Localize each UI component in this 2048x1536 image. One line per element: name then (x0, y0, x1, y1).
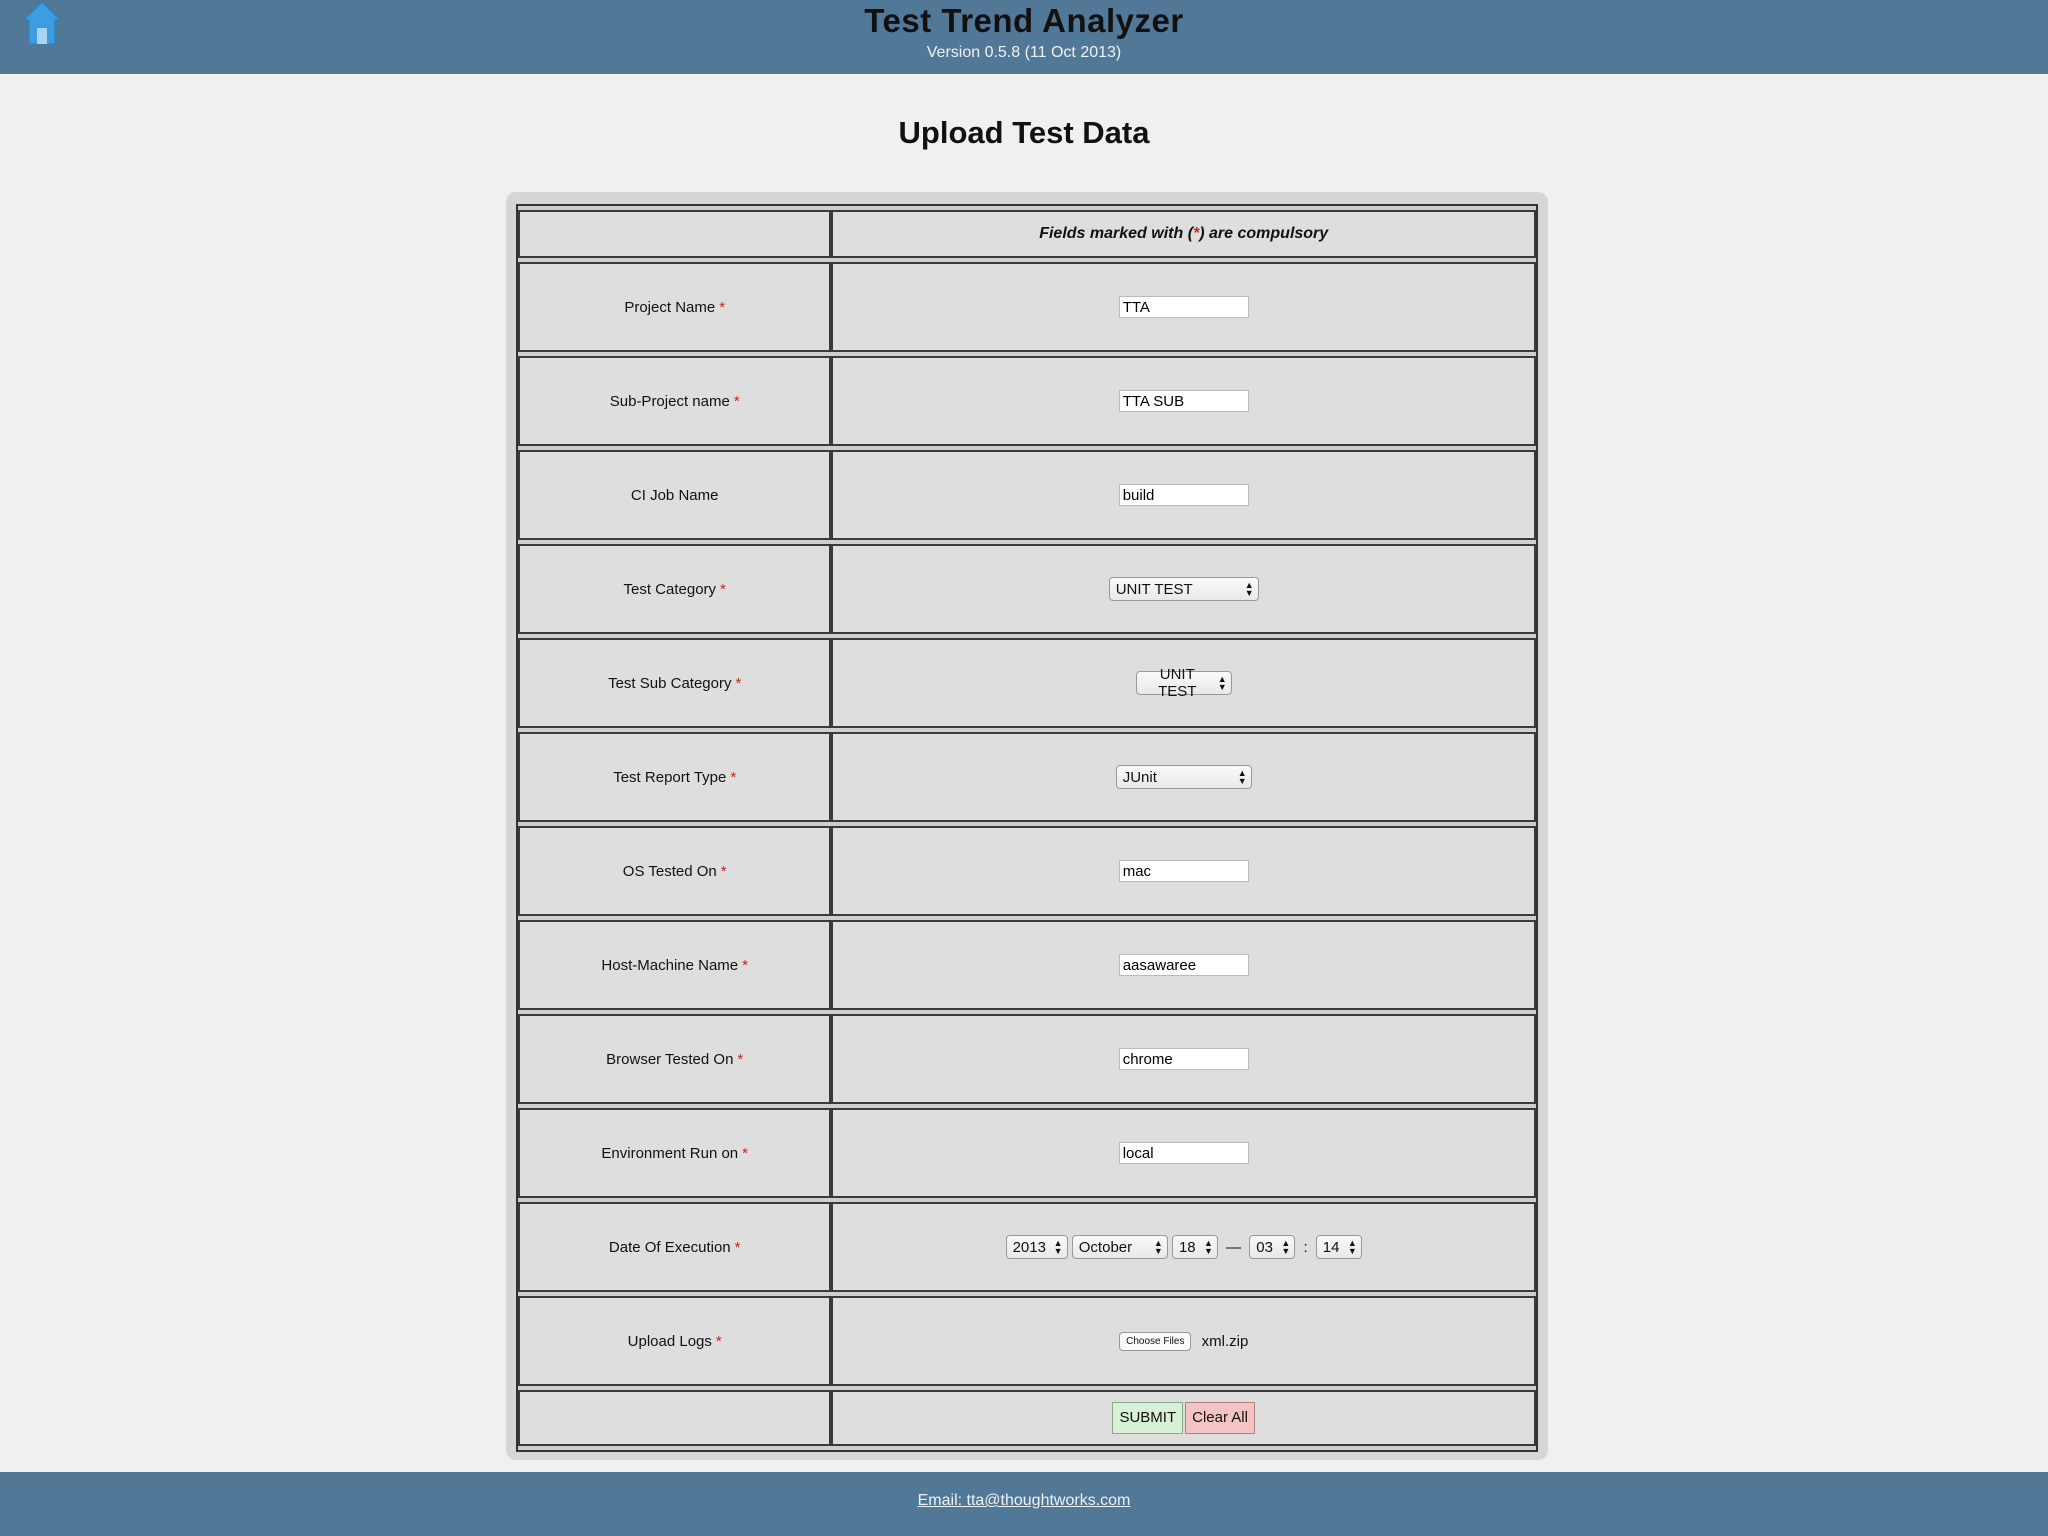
select-arrows-icon: ▲ ▼ (1347, 1238, 1357, 1256)
upload-form-panel (506, 192, 1548, 1460)
actions-empty-cell (518, 1390, 831, 1446)
select-value: October (1078, 1238, 1133, 1256)
required-marker: * (720, 580, 726, 598)
select-value: UNIT TEST (1115, 580, 1193, 598)
label-text: Project Name (624, 298, 716, 316)
test-report-type-select[interactable] (1116, 765, 1252, 789)
compulsory-note (831, 210, 1536, 258)
label-text: Sub-Project name (609, 392, 730, 410)
sub-project-name-input[interactable] (1119, 390, 1249, 412)
required-marker: * (715, 1332, 722, 1350)
select-arrows-icon: ▲ ▼ (1204, 1238, 1213, 1256)
app-title: Test Trend Analyzer (864, 2, 1184, 39)
upload-logs-label (518, 1296, 831, 1386)
project-name-input[interactable] (1119, 296, 1249, 318)
label-text: Date Of Execution (608, 1238, 731, 1256)
hour-select[interactable] (1249, 1235, 1295, 1259)
required-marker: * (733, 392, 740, 410)
email-link[interactable]: Email: tta@thoughtworks.com (917, 1492, 1131, 1509)
test-sub-category-label (518, 638, 831, 728)
required-marker: * (734, 1238, 741, 1256)
test-report-type-label (518, 732, 831, 822)
select-value: UNIT TEST (1158, 666, 1197, 700)
header-bar (0, 0, 2048, 74)
select-value: 03 (1256, 1238, 1273, 1256)
date-of-execution-label (518, 1202, 831, 1292)
host-machine-name-label (518, 920, 831, 1010)
test-sub-category-select[interactable] (1136, 666, 1232, 700)
clear-all-button[interactable]: Clear All (1185, 1402, 1255, 1434)
select-arrows-icon: ▲ ▼ (1153, 1238, 1163, 1256)
select-value: JUnit (1122, 768, 1157, 786)
sub-project-name-label (518, 356, 831, 446)
select-arrows-icon: ▲ ▼ (1244, 580, 1254, 598)
required-marker: * (735, 674, 742, 692)
environment-run-on-label (518, 1108, 831, 1198)
label-text: Test Sub Category (608, 674, 732, 692)
label-text: Test Report Type (613, 768, 727, 786)
select-value: 2013 (1012, 1238, 1046, 1256)
minute-select[interactable] (1316, 1235, 1362, 1259)
selected-file-name: xml.zip (1201, 1332, 1249, 1350)
page-title: Upload Test Data (898, 115, 1150, 150)
time-colon: : (1303, 1238, 1308, 1256)
choose-files-button[interactable]: Choose Files (1119, 1332, 1191, 1351)
ci-job-name-label (518, 450, 831, 540)
os-tested-on-label (518, 826, 831, 916)
environment-run-on-input[interactable] (1119, 1142, 1249, 1164)
label-text: Host-Machine Name (601, 956, 739, 974)
year-select[interactable] (1006, 1235, 1068, 1259)
header-empty-cell (518, 210, 831, 258)
note-asterisk: * (1193, 225, 1200, 242)
select-arrows-icon: ▲ ▼ (1217, 674, 1227, 692)
select-arrows-icon: ▲ ▼ (1237, 768, 1247, 786)
label-text: Environment Run on (601, 1144, 739, 1162)
label-text: Upload Logs (627, 1332, 712, 1350)
upload-form-table (516, 204, 1538, 1452)
browser-tested-on-label (518, 1014, 831, 1104)
required-marker: * (742, 1144, 748, 1162)
select-value: 14 (1322, 1238, 1340, 1256)
select-arrows-icon: ▲ ▼ (1053, 1238, 1063, 1256)
note-suffix: ) are compulsory (1199, 225, 1329, 242)
label-text: Browser Tested On (606, 1050, 734, 1068)
browser-tested-on-input[interactable] (1119, 1048, 1249, 1070)
label-text: Test Category (623, 580, 717, 598)
select-arrows-icon: ▲ ▼ (1281, 1238, 1291, 1256)
required-marker: * (737, 1050, 744, 1068)
day-select[interactable] (1172, 1235, 1218, 1259)
footer-bar (0, 1472, 2048, 1536)
required-marker: * (730, 768, 737, 786)
project-name-label (518, 262, 831, 352)
ci-job-name-input[interactable] (1119, 484, 1249, 506)
os-tested-on-input[interactable] (1119, 860, 1249, 882)
test-category-label (518, 544, 831, 634)
host-machine-name-input[interactable] (1119, 954, 1249, 976)
required-marker: * (720, 862, 727, 880)
date-time-dash: — (1226, 1238, 1242, 1256)
required-marker: * (719, 298, 726, 316)
note-prefix: Fields marked with ( (1039, 225, 1194, 242)
label-text: OS Tested On (622, 862, 717, 880)
test-category-select[interactable] (1109, 577, 1259, 601)
submit-button[interactable]: SUBMIT (1112, 1402, 1183, 1434)
app-version: Version 0.5.8 (11 Oct 2013) (926, 44, 1122, 61)
label-text: CI Job Name (630, 486, 719, 504)
month-select[interactable] (1072, 1235, 1168, 1259)
select-value: 18 (1178, 1238, 1196, 1256)
required-marker: * (742, 956, 748, 974)
